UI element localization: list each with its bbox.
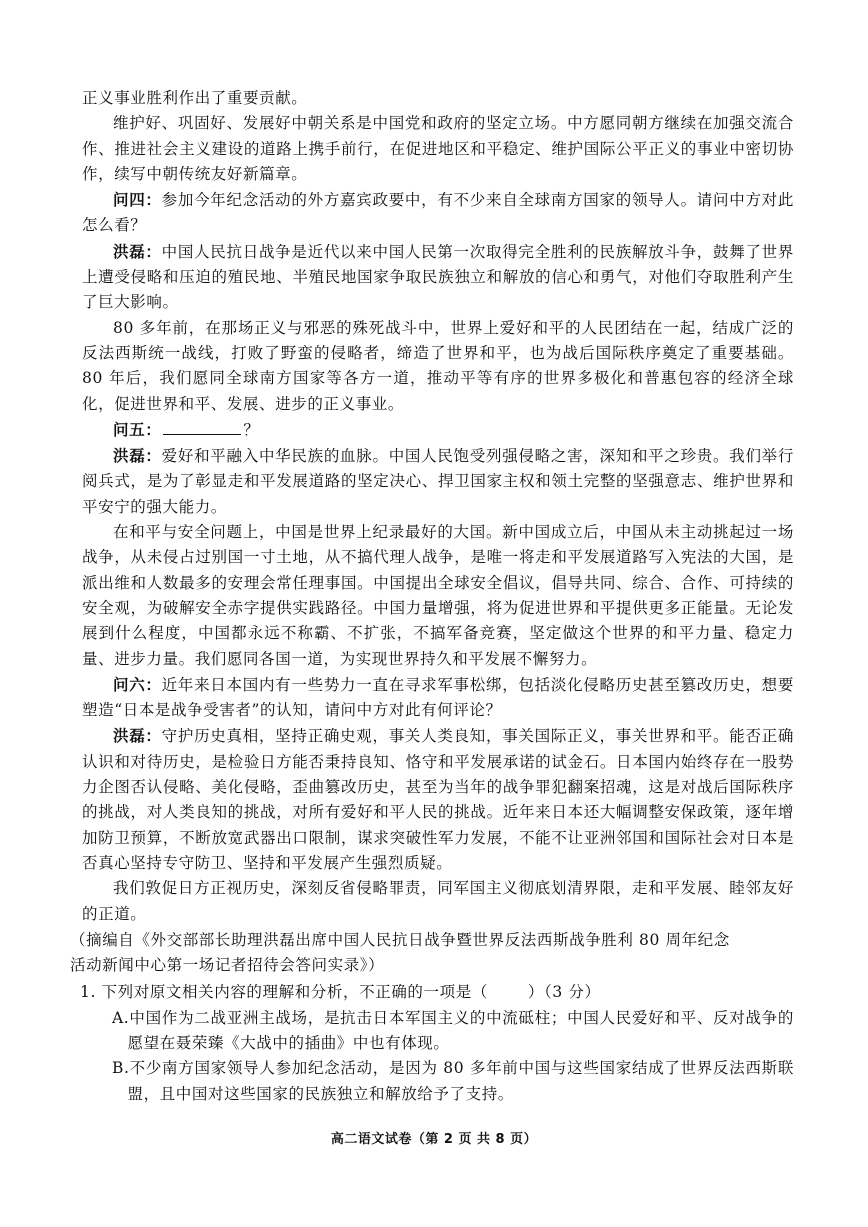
answer-4-part-2: 80 多年前，在那场正义与邪恶的殊死战斗中，世界上爱好和平的人民团结在一起，结成广泛的反法西斯统一战线，打败了野蛮的侵略者，缔造了世界和平，也为战后国际秩序奠定了重要基础。80 年后，我们愿同全球南方国家等各方一道，推动平等有序的世界多极化和普惠包容的经济全球化，促进世界和平、发展、进步的正义事业。: [82, 318, 794, 413]
source-line-1: （摘编自《外交部部长助理洪磊出席中国人民抗日战争暨世界反法西斯战争胜利 80 周年纪念: [70, 930, 730, 949]
paragraph-2: 维护好、巩固好、发展好中朝关系是中国党和政府的坚定立场。中方愿同朝方继续在加强交流合作、推进社会主义建设的道路上携手前行，在促进地区和平稳定、维护国际公平正义的事业中密切协作，续写中朝传统友好新篇章。: [82, 114, 794, 183]
speaker-label: 洪磊：: [113, 726, 162, 746]
speaker-label: 洪磊：: [113, 241, 162, 261]
page-footer: 高二语文试卷（第 2 页 共 8 页）: [330, 1132, 538, 1147]
answer-4-part-1: 洪磊：中国人民抗日战争是近代以来中国人民第一次取得完全胜利的民族解放斗争，鼓舞了世界上遭受侵略和压迫的殖民地、半殖民地国家争取民族独立和解放的信心和勇气，对他们夺取胜利产生了巨大影响。: [82, 241, 794, 312]
question-5: 问五： ？: [113, 419, 260, 439]
answer-6-part-1: 洪磊：守护历史真相，坚持正确史观，事关人类良知，事关国际正义，事关世界和平。能否正确认识和对待历史，是检验日方能否秉持良知、恪守和平发展承诺的试金石。日本国内始终存在一股势力企图否认侵略、美化侵略，歪曲篡改历史，甚至为当年的战争罪犯翻案招魂，这是对战后国际秩序的挑战，对人类良知的挑战，对所有爱好和平人民的挑战。近年来日本还大幅调整安保政策，逐年增加防卫预算，不断放宽武器出口限制，谋求突破性军力发展，不能不让亚洲邻国和国际社会对日本是否真心坚持专守防卫、坚持和平发展产生强烈质疑。: [82, 726, 794, 872]
question-4: 问四：参加今年纪念活动的外方嘉宾政要中，有不少来自全球南方国家的领导人。请问中方对此怎么看？: [82, 190, 794, 235]
question-1-stem: 1. 下列对原文相关内容的理解和分析，不正确的一项是（ ）（3 分）: [80, 983, 601, 1002]
question-6: 问六：近年来日本国内有一些势力一直在寻求军事松绑，包括淡化侵略历史甚至篡改历史，想要塑造“日本是战争受害者”的认知，请问中方对此有何评论？: [82, 674, 794, 720]
paragraph-1: 正义事业胜利作出了重要贡献。: [82, 89, 308, 107]
answer-6-part-2: 我们敦促日方正视历史，深刻反省侵略罪责，同军国主义彻底划清界限，走和平发展、睦邻友好的正道。: [82, 879, 794, 923]
fill-in-blank[interactable]: [163, 420, 241, 435]
source-citation: [70, 928, 794, 979]
speaker-label: 问四：: [113, 190, 162, 210]
source-line-2: 活动新闻中心第一场记者招待会答问实录》）: [70, 956, 385, 975]
answer-5-part-1: 洪磊：爱好和平融入中华民族的血脉。中国人民饱受列强侵略之害，深知和平之珍贵。我们举行阅兵式，是为了彰显走和平发展道路的坚定决心、捍卫国家主权和领土完整的坚强意志、维护世界和平安宁的强大能力。: [82, 446, 794, 516]
option-a[interactable]: A.中国作为二战亚洲主战场，是抗击日本军国主义的中流砥柱；中国人民爱好和平、反对战争的愿望在聂荣臻《大战中的插曲》中也有体现。: [112, 1008, 794, 1052]
speaker-label: 洪磊：: [113, 446, 162, 466]
speaker-label: 问五：: [113, 419, 162, 439]
article-body: [70, 86, 794, 1107]
option-b[interactable]: B.不少南方国家领导人参加纪念活动，是因为 80 多年前中国与这些国家结成了世界反法西斯联盟，且中国对这些国家的民族独立和解放给予了支持。: [112, 1059, 794, 1103]
answer-5-part-2: 在和平与安全问题上，中国是世界上纪录最好的大国。新中国成立后，中国从未主动挑起过一场战争，从未侵占过别国一寸土地，从不搞代理人战争，是唯一将走和平发展道路写入宪法的大国，是派出维和人数最多的安理会常任理事国。中国提出全球安全倡议，倡导共同、综合、合作、可持续的安全观，为破解安全赤字提供实践路径。中国力量增强，将为促进世界和平提供更多正能量。无论发展到什么程度，中国都永远不称霸、不扩张，不搞军备竞赛，坚定做这个世界的和平力量、稳定力量、进步力量。我们愿同各国一道，为实现世界持久和平发展不懈努力。: [82, 523, 794, 668]
speaker-label: 问六：: [113, 674, 162, 694]
